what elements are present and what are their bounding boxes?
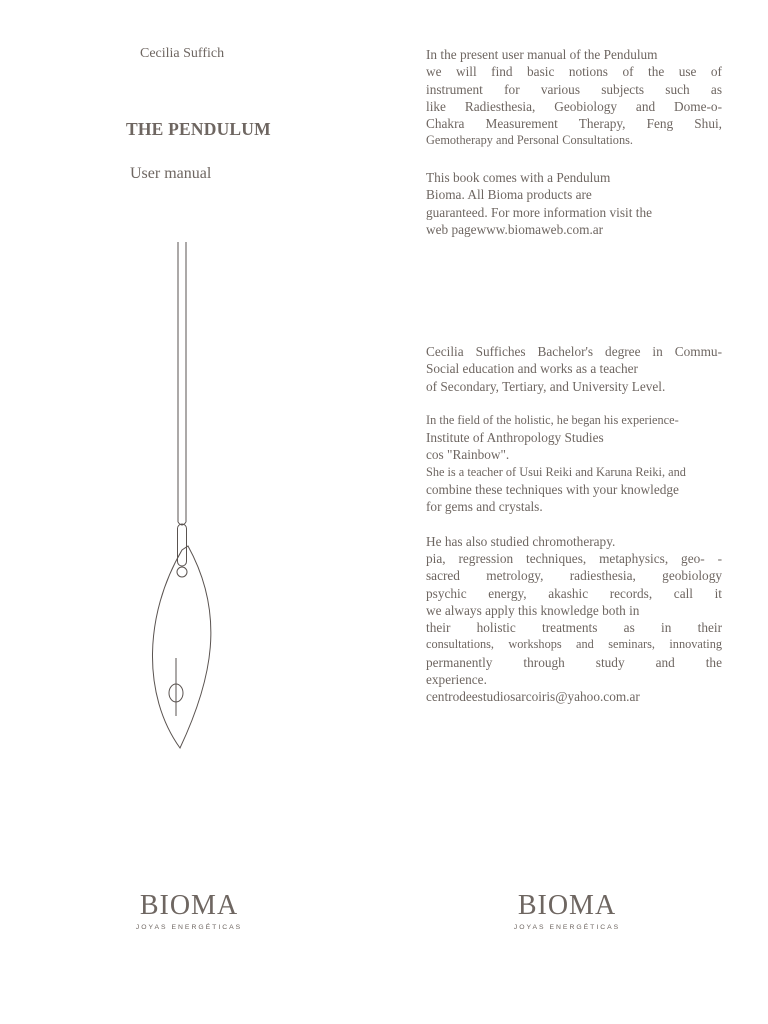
bio-line: consultations, workshops and seminars, innovating — [426, 637, 722, 652]
bio-line: their holistic treatments as in their — [426, 620, 722, 636]
bioma-logo-left — [134, 878, 244, 934]
product-line: This book comes with a Pendulum — [426, 170, 611, 185]
bio-line: Cecilia Suffiches Bachelor's degree in Commu- — [426, 344, 722, 359]
bio-line: She is a teacher of Usui Reiki and Karuna Reiki, and — [426, 464, 686, 479]
logo-tagline: JOYAS ENERGÉTICAS — [135, 924, 243, 931]
bio-line: for gems and crystals. — [426, 499, 543, 515]
intro-line: In the present user manual of the Pendulum — [426, 47, 658, 62]
bio-line: combine these techniques with your knowledge — [426, 482, 679, 498]
bio-line: pia, regression techniques, metaphysics, geo- - — [426, 550, 722, 566]
intro-line: like Radiesthesia, Geobiology and Dome-o- — [426, 98, 722, 114]
bio-line: Social education and works as a teacher — [426, 361, 638, 377]
bio-line: He has also studied chromotherapy. — [426, 533, 616, 549]
intro-section — [426, 46, 722, 150]
bio-line: Institute of Anthropology Studies — [426, 430, 604, 446]
bio-line: experience. — [426, 672, 487, 688]
bio-line: permanently through study and the — [426, 654, 722, 670]
logo-tagline: JOYAS ENERGÉTICAS — [513, 924, 621, 931]
bio-line: psychic energy, akashic records, call it — [426, 585, 722, 601]
bio-line: In the field of the holistic, he began his experience- — [426, 412, 679, 427]
bioma-logo-right — [512, 878, 622, 934]
bio-line: of Secondary, Tertiary, and University Level. — [426, 378, 666, 394]
intro-line: we will find basic notions of the use of — [426, 64, 722, 80]
author-name: Cecilia Suffich — [140, 46, 225, 61]
product-line: Bioma. All Bioma products are — [426, 187, 592, 203]
bio-line: sacred metrology, radiesthesia, geobiology — [426, 568, 722, 584]
product-line: guaranteed. For more information visit the — [426, 204, 652, 220]
intro-line: instrument for various subjects such as — [426, 81, 722, 97]
document-title: THE PENDULUM — [126, 119, 271, 139]
bio-line: cos "Rainbow". — [426, 447, 510, 463]
biography-section — [426, 343, 722, 706]
intro-line: Chakra Measurement Therapy, Feng Shui, — [426, 116, 722, 132]
contact-email: centrodeestudiosarcoiris@yahoo.com.ar — [426, 689, 640, 705]
logo-wordmark: BIOMA — [517, 890, 617, 921]
product-website: web pagewww.biomaweb.com.ar — [426, 221, 604, 237]
document-subtitle: User manual — [130, 165, 212, 182]
product-section — [426, 169, 722, 238]
intro-line: Gemotherapy and Personal Consultations. — [426, 133, 633, 148]
logo-wordmark: BIOMA — [139, 890, 239, 921]
pendulum-illustration — [140, 240, 230, 752]
bio-line: we always apply this knowledge both in — [426, 602, 640, 618]
